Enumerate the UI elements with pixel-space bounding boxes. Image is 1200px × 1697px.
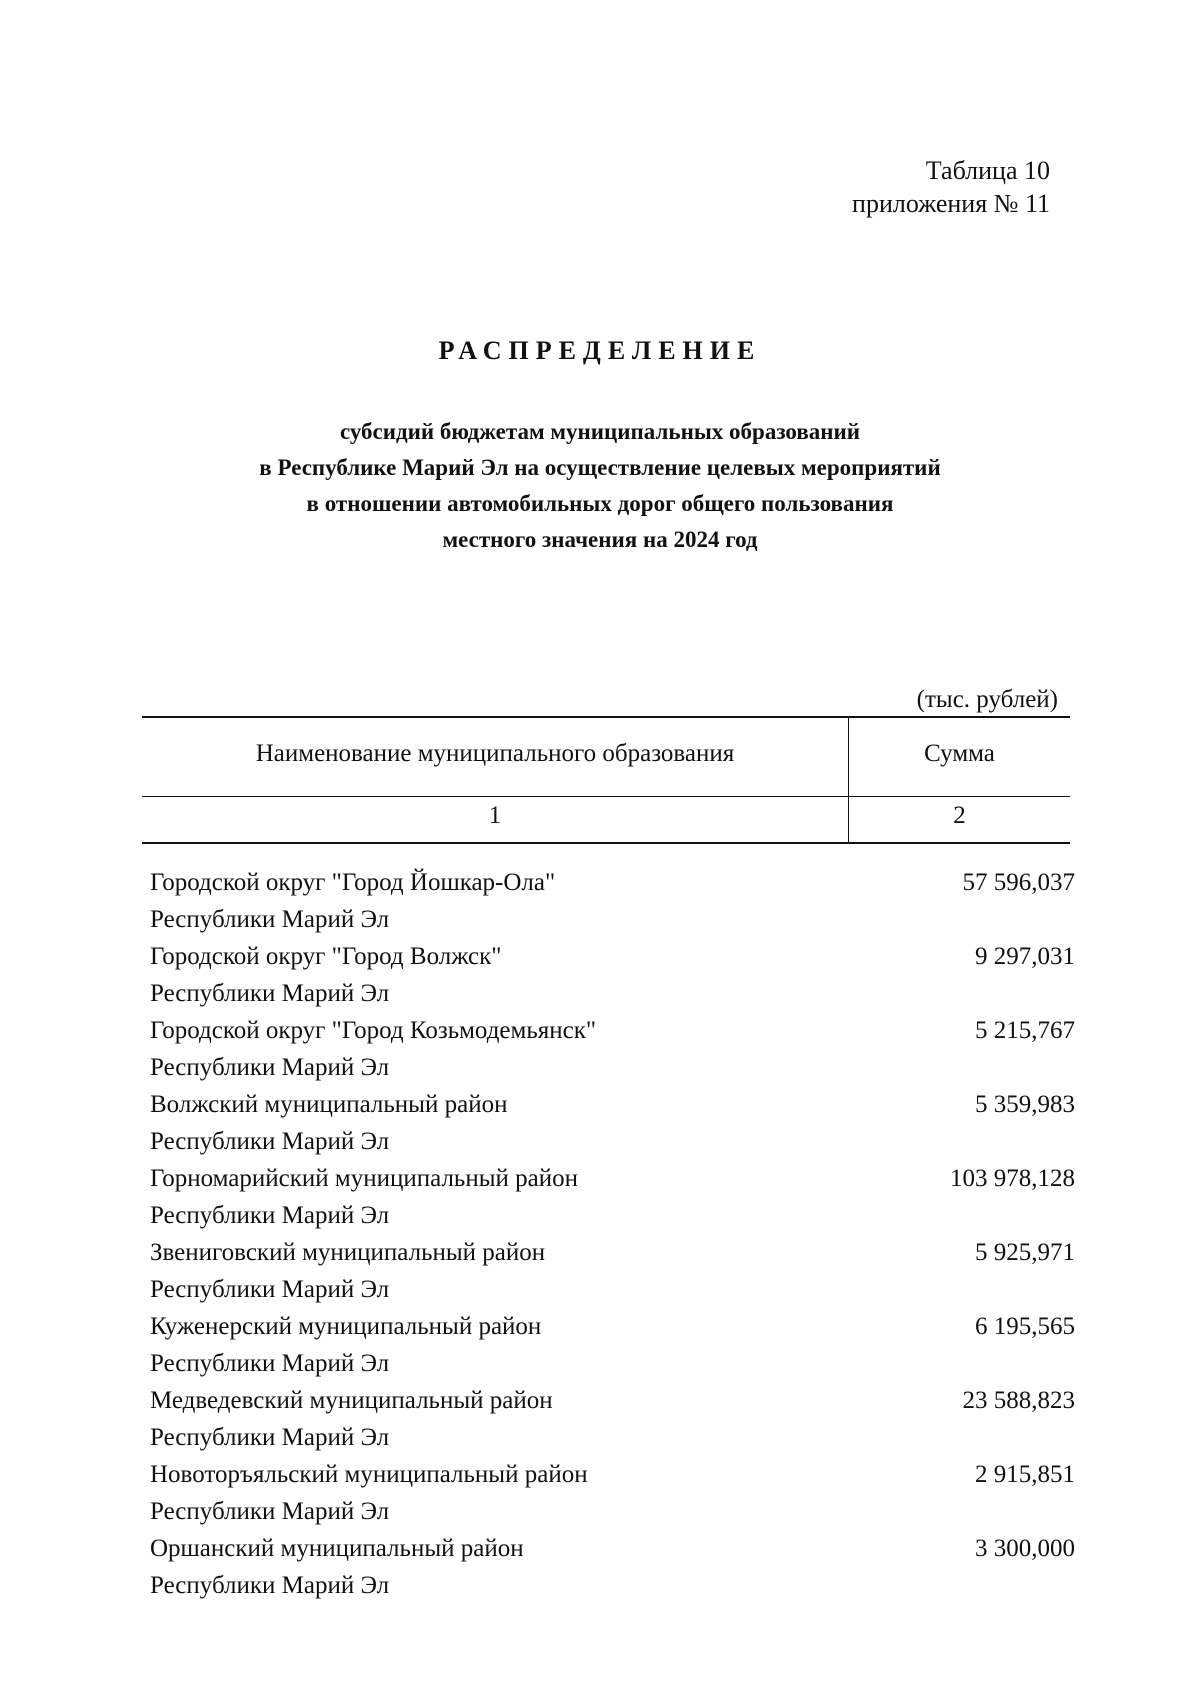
municipality-name-line: Республики Марий Эл [150, 1054, 390, 1081]
municipality-name-line: Куженерский муниципальный район [150, 1313, 542, 1340]
municipality-name [150, 1308, 850, 1382]
municipality-name [150, 1012, 850, 1086]
municipality-name-line: Республики Марий Эл [150, 1498, 390, 1525]
document-title: РАСПРЕДЕЛЕНИЕ [438, 336, 762, 365]
subtitle-line: в отношении автомобильных дорог общего пользования [306, 491, 894, 516]
table-top-rule [142, 716, 1070, 718]
municipality-name [150, 1160, 850, 1234]
municipality-name-line: Волжский муниципальный район [150, 1091, 508, 1118]
table-row [150, 1086, 1075, 1160]
appendix-reference [852, 154, 1050, 220]
subsidy-amount: 103 978,128 [950, 1165, 1075, 1192]
appendix-number-label: приложения № 11 [852, 189, 1050, 218]
table-number-label: Таблица 10 [925, 156, 1050, 185]
column-number-1: 1 [488, 802, 502, 829]
units-label: (тыс. рублей) [916, 686, 1058, 713]
table-header-divider [142, 796, 1070, 797]
subsidy-amount: 5 359,983 [975, 1091, 1075, 1118]
municipality-name [150, 1530, 850, 1604]
subsidy-amount: 2 915,851 [975, 1461, 1075, 1488]
table-row [150, 1160, 1075, 1234]
subsidy-amount: 5 925,971 [975, 1239, 1075, 1266]
municipality-name-line: Городской округ "Город Козьмодемьянск" [150, 1017, 597, 1044]
table-row [150, 1382, 1075, 1456]
column-header-name: Наименование муниципального образования [255, 740, 735, 767]
municipality-name-line: Оршанский муниципальный район [150, 1535, 524, 1562]
subsidy-amount: 5 215,767 [975, 1017, 1075, 1044]
municipality-name-line: Республики Марий Эл [150, 1202, 390, 1229]
subtitle-line: в Республике Марий Эл на осуществление целевых мероприятий [259, 455, 941, 480]
document-subtitle [0, 414, 1200, 558]
table-body [150, 864, 1075, 1604]
municipality-name-line: Городской округ "Город Волжск" [150, 943, 502, 970]
municipality-name-line: Республики Марий Эл [150, 1128, 390, 1155]
subsidy-amount: 6 195,565 [975, 1313, 1075, 1340]
municipality-name-line: Республики Марий Эл [150, 1572, 390, 1599]
municipality-name [150, 938, 850, 1012]
table-row [150, 938, 1075, 1012]
municipality-name-line: Городской округ "Город Йошкар-Ола" [150, 869, 556, 896]
table-header [142, 716, 1070, 844]
municipality-name [150, 1456, 850, 1530]
table-row [150, 864, 1075, 938]
subsidy-amount: 3 300,000 [975, 1535, 1075, 1562]
subtitle-line: местного значения на 2024 год [442, 527, 758, 552]
municipality-name-line: Медведевский муниципальный район [150, 1387, 553, 1414]
subtitle-line: субсидий бюджетам муниципальных образований [339, 419, 861, 444]
municipality-name-line: Звениговский муниципальный район [150, 1239, 546, 1266]
table-row [150, 1234, 1075, 1308]
table-row [150, 1012, 1075, 1086]
table-row [150, 1530, 1075, 1604]
municipality-name [150, 1382, 850, 1456]
municipality-name-line: Республики Марий Эл [150, 906, 390, 933]
municipality-name-line: Новоторъяльский муниципальный район [150, 1461, 588, 1488]
subsidy-amount: 23 588,823 [962, 1387, 1075, 1414]
municipality-name-line: Республики Марий Эл [150, 1424, 390, 1451]
municipality-name [150, 1086, 850, 1160]
subsidy-amount: 9 297,031 [975, 943, 1075, 970]
municipality-name-line: Республики Марий Эл [150, 1350, 390, 1377]
municipality-name-line: Горномарийский муниципальный район [150, 1165, 578, 1192]
table-row [150, 1308, 1075, 1382]
municipality-name-line: Республики Марий Эл [150, 1276, 390, 1303]
municipality-name-line: Республики Марий Эл [150, 980, 390, 1007]
column-header-amount: Сумма [924, 740, 995, 767]
municipality-name [150, 864, 850, 938]
municipality-name [150, 1234, 850, 1308]
table-header-bottom-rule [142, 842, 1070, 844]
subsidy-amount: 57 596,037 [962, 869, 1075, 896]
table-row [150, 1456, 1075, 1530]
column-number-2: 2 [953, 802, 966, 829]
